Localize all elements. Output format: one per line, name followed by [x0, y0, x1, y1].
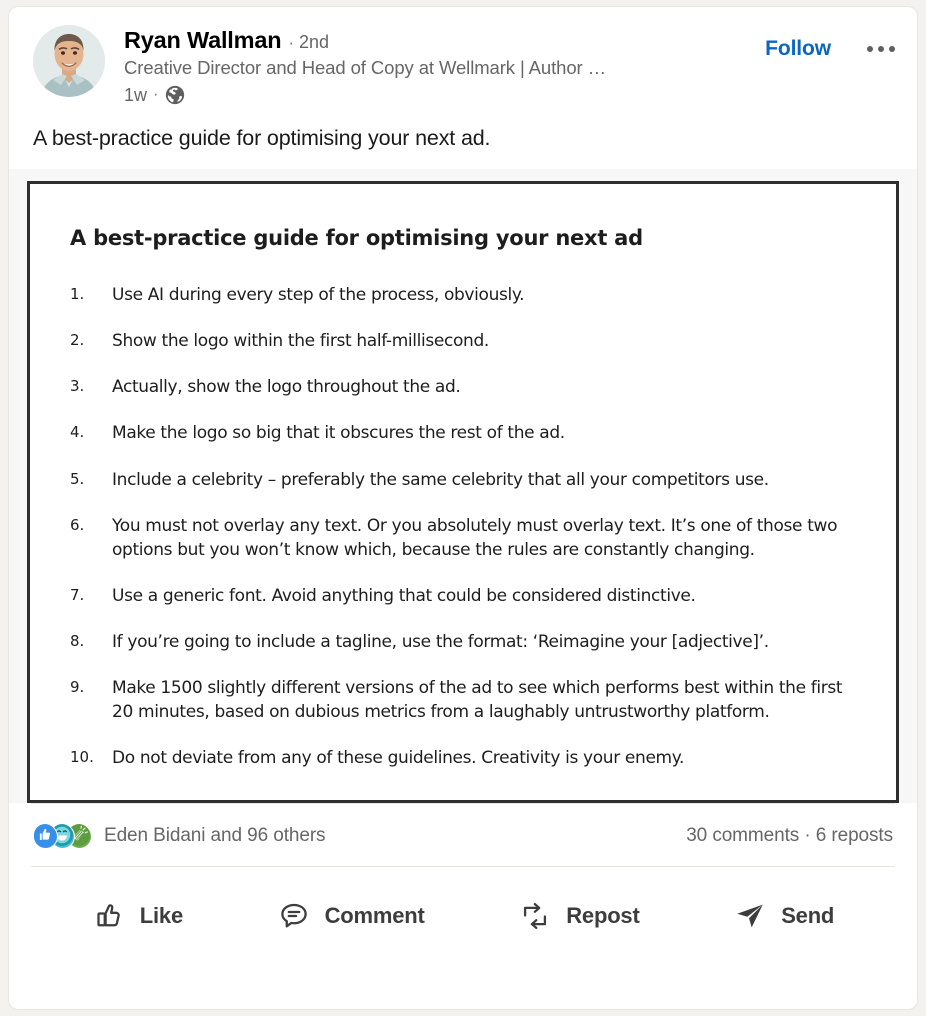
list-item	[70, 746, 856, 770]
avatar-photo	[33, 25, 105, 97]
list-item	[70, 375, 856, 399]
meta-separator: ·	[153, 86, 159, 103]
list-item-text: Do not deviate from any of these guidelines. Creativity is your enemy.	[112, 748, 685, 769]
avatar[interactable]	[33, 25, 105, 97]
list-item-number: 4.	[70, 423, 85, 442]
name-separator: ·	[288, 33, 295, 52]
author-name-row	[124, 27, 749, 54]
author-identity	[124, 25, 749, 106]
ellipsis-icon-dot	[878, 46, 884, 52]
reactors-text: Eden Bidani and 96 others	[104, 825, 326, 847]
list-item-text: Include a celebrity – preferably the same celebrity that all your competitors use.	[112, 469, 769, 490]
post-image[interactable]	[27, 181, 899, 803]
list-item-number: 1.	[70, 285, 85, 304]
send-button-label: Send	[781, 902, 835, 928]
comment-button-label: Comment	[324, 902, 425, 928]
repost-icon	[518, 899, 552, 933]
globe-icon	[164, 84, 186, 106]
list-item-number: 5.	[70, 469, 85, 488]
post-card	[8, 6, 918, 1010]
reaction-icon-stack	[33, 824, 92, 849]
post-header	[9, 7, 917, 106]
post-action-bar	[31, 866, 895, 964]
list-item-number: 2.	[70, 331, 85, 350]
list-item-number: 7.	[70, 585, 85, 604]
author-headline: Creative Director and Head of Copy at Wellmark | Author …	[124, 57, 607, 78]
send-button[interactable]	[719, 889, 848, 943]
repost-button[interactable]	[504, 889, 653, 943]
list-item	[70, 283, 856, 307]
list-item	[70, 514, 856, 562]
send-plane-icon	[733, 899, 767, 933]
list-item-number: 3.	[70, 377, 85, 396]
list-item	[70, 584, 856, 608]
post-body-text[interactable]: A best-practice guide for optimising your next ad.	[33, 126, 491, 150]
list-item-text: Actually, show the logo throughout the ad.	[112, 377, 461, 398]
comment-bubble-icon	[277, 899, 311, 933]
list-item	[70, 421, 856, 445]
post-media-area	[9, 169, 917, 803]
ellipsis-icon-dot	[867, 46, 873, 52]
list-item-text: You must not overlay any text. Or you absolutely must overlay text. It’s one of those two options but you won’t know which, because the rules are constantly changing.	[112, 515, 838, 560]
post-meta	[124, 84, 749, 106]
list-item	[70, 630, 856, 654]
repost-button-label: Repost	[566, 902, 640, 928]
list-item-text: Use a generic font. Avoid anything that could be considered distinctive.	[112, 585, 696, 606]
list-item-text: Show the logo within the first half-millisecond.	[112, 331, 489, 352]
list-item	[70, 468, 856, 492]
list-item-number: 6.	[70, 515, 85, 534]
follow-button[interactable]: Follow	[759, 33, 837, 65]
list-item	[70, 329, 856, 353]
document-list	[70, 283, 856, 771]
list-item-number: 10.	[70, 748, 94, 767]
list-item-text: Use AI during every step of the process, obviously.	[112, 285, 525, 306]
connection-degree: 2nd	[299, 32, 330, 52]
like-button-label: Like	[139, 902, 184, 928]
list-item-text: If you’re going to include a tagline, use the format: ‘Reimagine your [adjective]’.	[112, 632, 769, 653]
like-button[interactable]	[78, 889, 197, 943]
list-item	[70, 676, 856, 724]
like-reaction-icon	[33, 824, 58, 849]
post-options-menu-button[interactable]	[863, 40, 899, 58]
author-name[interactable]: Ryan Wallman	[124, 27, 282, 53]
post-timestamp: 1w	[124, 84, 148, 105]
list-item-text: Make 1500 slightly different versions of the ad to see which performs best within the first 20 minutes, based on dubious metrics from a laughably untrustworthy platform.	[112, 678, 843, 723]
reactions-summary-button[interactable]	[31, 820, 327, 853]
document-title: A best-practice guide for optimising your next ad	[70, 226, 643, 251]
comment-button[interactable]	[263, 889, 439, 943]
comments-reposts-counts[interactable]: 30 comments · 6 reposts	[684, 821, 895, 851]
social-proof-bar	[31, 803, 895, 866]
list-item-number: 9.	[70, 678, 85, 697]
list-item-text: Make the logo so big that it obscures the rest of the ad.	[112, 423, 565, 444]
ellipsis-icon-dot	[889, 46, 895, 52]
header-actions	[759, 25, 899, 65]
thumbs-up-icon	[92, 899, 126, 933]
list-item-number: 8.	[70, 632, 85, 651]
